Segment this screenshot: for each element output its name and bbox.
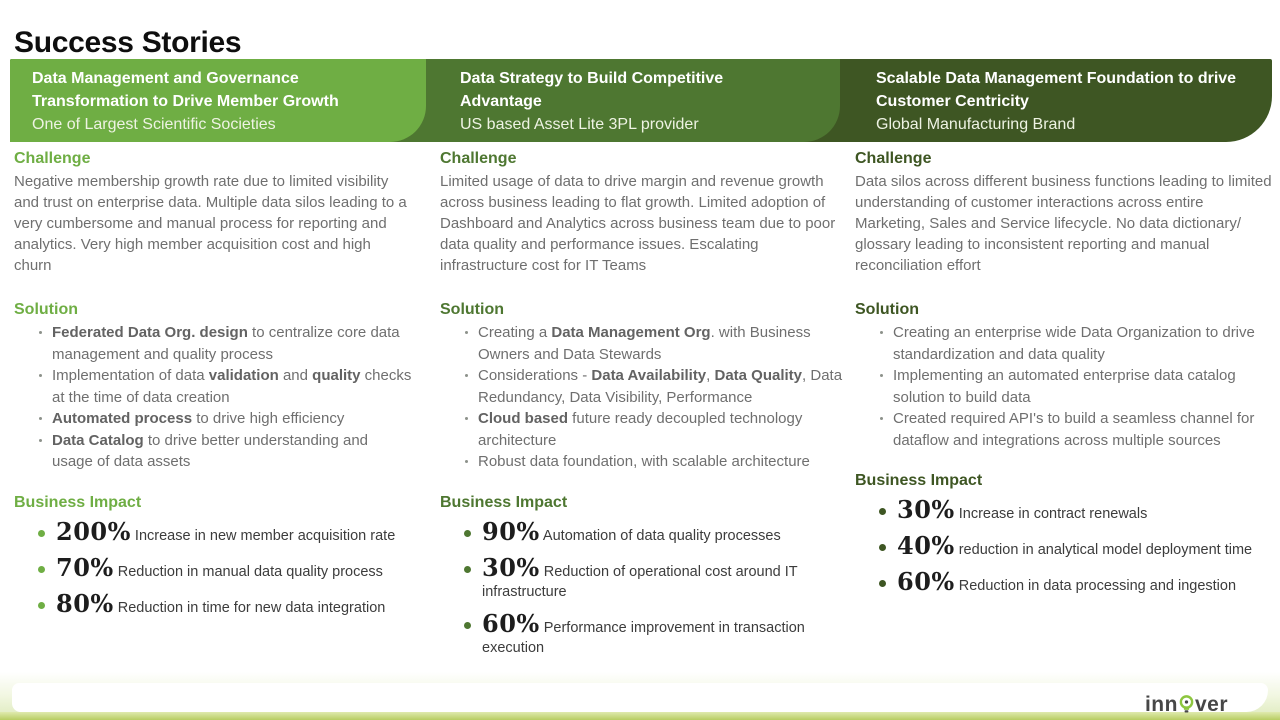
case-title-3: Scalable Data Management Foundation to drive Customer Centricity xyxy=(876,70,1237,110)
impact-item xyxy=(879,533,1275,560)
impact-text: Reduction in time for new data integration xyxy=(113,599,386,616)
solution-section xyxy=(855,301,1275,451)
solution-list xyxy=(855,322,1275,451)
impact-text: Reduction of operational cost around IT infrastructure xyxy=(482,563,798,600)
impact-text: Increase in new member acquisition rate xyxy=(130,527,396,544)
impact-value: 30% xyxy=(897,495,955,524)
challenge-heading: Challenge xyxy=(14,150,91,167)
impact-value: 90% xyxy=(482,516,540,546)
impact-item xyxy=(464,608,844,658)
impact-list xyxy=(855,497,1275,596)
solution-item: Implementing an automated enterprise data catalog solution to build data xyxy=(879,365,1275,408)
case-subtitle-2: US based Asset Lite 3PL provider xyxy=(460,116,699,133)
case-subtitle-3: Global Manufacturing Brand xyxy=(876,116,1076,133)
impact-item xyxy=(38,588,412,618)
challenge-text: Negative membership growth rate due to limited visibility and trust on enterprise data. Multiple data silos leading to a very cumbersome and manual process for reporting and analytics. Very high member acquisition cost and high churn xyxy=(14,173,407,274)
footer-bar xyxy=(12,683,1268,712)
footer xyxy=(0,668,1280,720)
solution-item: Automated process to drive high efficiency xyxy=(38,408,412,430)
solution-item: Cloud based future ready decoupled technology architecture xyxy=(464,408,844,451)
logo-text-inn: inn xyxy=(1144,693,1178,716)
case-column-2 xyxy=(440,150,844,667)
impact-text: Automation of data quality processes xyxy=(539,527,781,544)
impact-value: 70% xyxy=(56,552,114,582)
solution-item: Creating an enterprise wide Data Organization to drive standardization and data quality xyxy=(879,322,1275,365)
case-header-1 xyxy=(32,67,380,136)
impact-item xyxy=(464,552,844,602)
solution-heading: Solution xyxy=(440,301,504,318)
solution-item: Creating a Data Management Org. with Business Owners and Data Stewards xyxy=(464,322,844,365)
impact-item xyxy=(38,516,412,546)
impact-section xyxy=(14,494,412,618)
solution-list xyxy=(440,322,844,473)
logo-text-ver: ver xyxy=(1194,693,1228,716)
challenge-heading: Challenge xyxy=(855,150,932,167)
challenge-section xyxy=(440,150,844,276)
impact-text: Reduction in data processing and ingestion xyxy=(954,578,1237,594)
solution-heading: Solution xyxy=(855,301,919,318)
solution-item: Created required API's to build a seamless channel for dataflow and integrations across multiple sources xyxy=(879,408,1275,451)
impact-section xyxy=(440,494,844,658)
case-header-3 xyxy=(876,67,1264,136)
impact-heading: Business Impact xyxy=(440,493,568,511)
impact-item xyxy=(879,497,1275,524)
challenge-text: Data silos across different business functions leading to limited understanding of customer interactions across entire Marketing, Sales and Service lifecycle. No data dictionary/ glossary leading to inconsistent reporting and manual reconciliation effort xyxy=(855,173,1272,274)
page-title: Success Stories xyxy=(14,26,242,60)
impact-item xyxy=(879,569,1275,596)
impact-value: 80% xyxy=(56,588,114,618)
impact-text: Performance improvement in transaction execution xyxy=(482,619,805,656)
solution-section xyxy=(14,301,412,473)
challenge-section xyxy=(14,150,412,276)
solution-item: Implementation of data validation and quality checks at the time of data creation xyxy=(38,365,412,408)
impact-list xyxy=(440,516,844,658)
impact-heading: Business Impact xyxy=(14,493,142,511)
solution-section xyxy=(440,301,844,473)
solution-item: Data Catalog to drive better understanding and usage of data assets xyxy=(38,430,412,473)
impact-value: 30% xyxy=(482,552,540,582)
footer-strip xyxy=(0,712,1280,720)
impact-list xyxy=(14,516,412,618)
impact-value: 200% xyxy=(56,516,131,546)
impact-value: 60% xyxy=(897,567,955,596)
impact-text: Increase in contract renewals xyxy=(954,506,1148,522)
impact-text: Reduction in manual data quality process xyxy=(113,563,383,580)
case-study-header-band xyxy=(10,59,1272,142)
solution-list xyxy=(14,322,412,473)
solution-item: Considerations - Data Availability, Data Quality, Data Redundancy, Data Visibility, Performance xyxy=(464,365,844,408)
solution-heading: Solution xyxy=(14,301,78,318)
impact-value: 40% xyxy=(897,531,955,560)
case-title-1: Data Management and Governance Transformation to Drive Member Growth xyxy=(32,70,339,110)
case-header-2 xyxy=(460,67,800,136)
challenge-text: Limited usage of data to drive margin and revenue growth across business leading to flat growth. Limited adoption of Dashboard and Analytics across business team due to poor data quality and performance issues. Escalating infrastructure cost for IT Teams xyxy=(440,173,836,274)
lightbulb-icon xyxy=(1179,694,1194,716)
impact-item xyxy=(38,552,412,582)
impact-heading: Business Impact xyxy=(855,472,983,489)
solution-item: Robust data foundation, with scalable architecture xyxy=(464,451,844,473)
solution-item: Federated Data Org. design to centralize core data management and quality process xyxy=(38,322,412,365)
case-column-1 xyxy=(14,150,412,627)
innover-logo xyxy=(1145,693,1228,717)
impact-item xyxy=(464,516,844,546)
impact-section xyxy=(855,472,1275,596)
impact-text: reduction in analytical model deployment time xyxy=(954,542,1253,558)
case-column-3 xyxy=(855,150,1275,605)
case-subtitle-1: One of Largest Scientific Societies xyxy=(32,116,276,133)
challenge-heading: Challenge xyxy=(440,150,517,167)
challenge-section xyxy=(855,150,1275,276)
impact-value: 60% xyxy=(482,608,540,638)
case-title-2: Data Strategy to Build Competitive Advantage xyxy=(460,70,724,110)
